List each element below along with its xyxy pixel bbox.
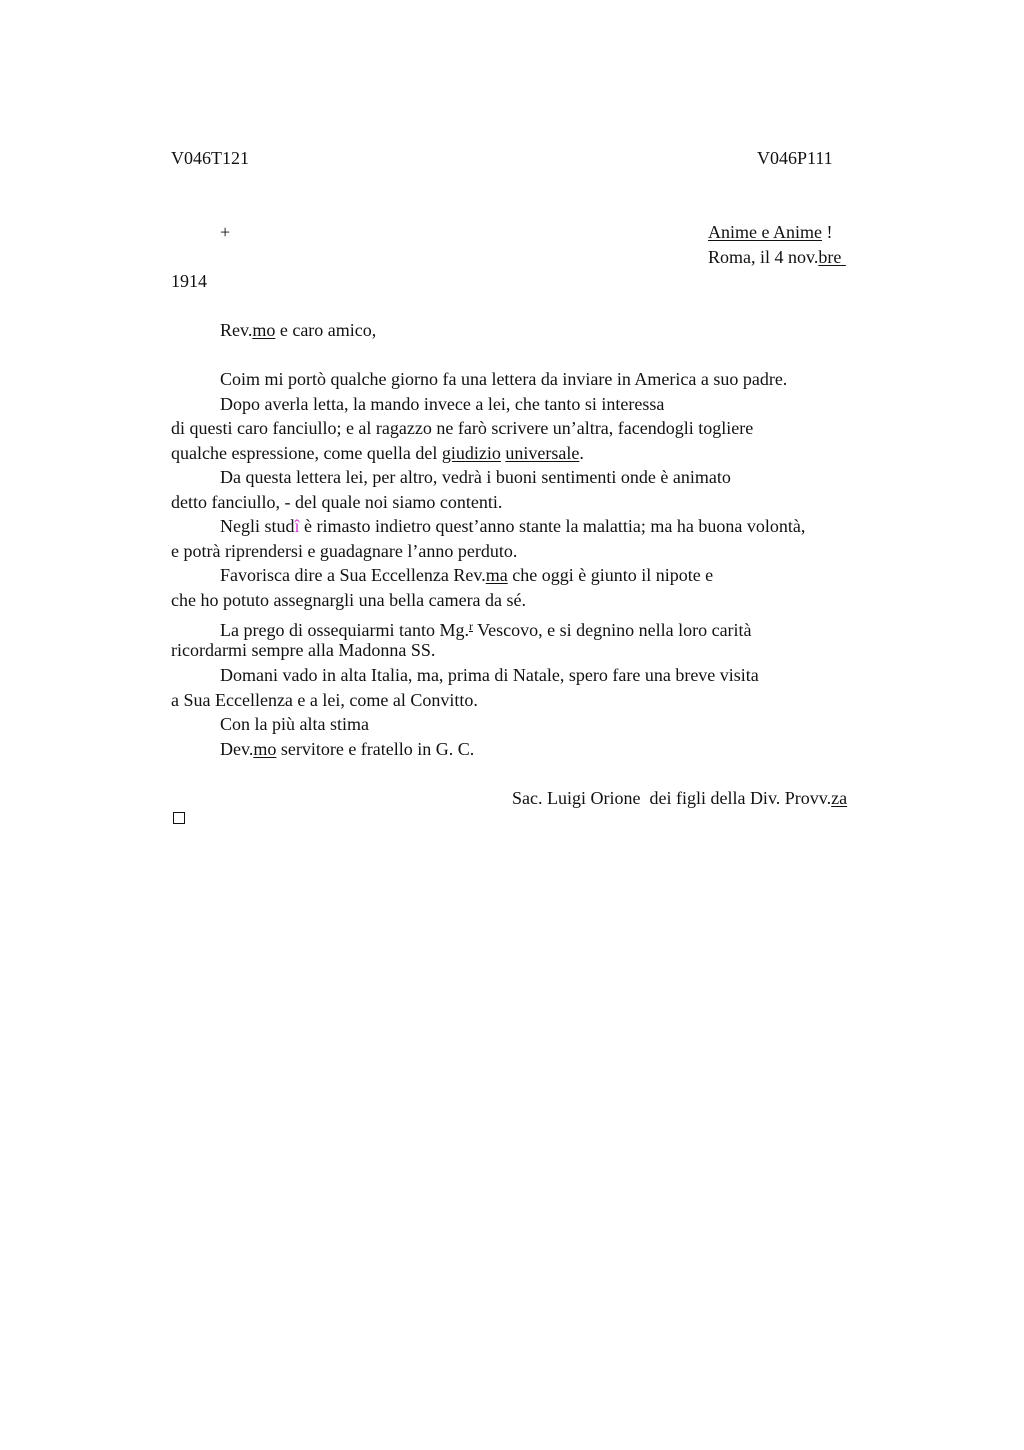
body-line-9-a: Favorisca dire a Sua Eccellenza Rev.: [220, 565, 486, 585]
year: 1914: [171, 271, 207, 291]
body-line-7-b: è rimasto indietro quest’anno stante la malattia; ma ha buona volontà,: [299, 516, 806, 536]
body-line-7: [220, 514, 805, 539]
body-line-14: a Sua Eccellenza e a lei, come al Convitto.: [171, 690, 478, 710]
body-line-5: Da questa lettera lei, per altro, vedrà i buoni sentimenti onde è animato: [220, 467, 731, 487]
salutation-rest: e caro amico,: [275, 320, 377, 340]
body-line-13: Domani vado in alta Italia, ma, prima di Natale, spero fare una breve visita: [220, 665, 759, 685]
signature: [512, 786, 847, 811]
place-date: [708, 245, 846, 270]
closing-line-2-b: servitore e fratello in G. C.: [276, 739, 475, 759]
body-line-8: e potrà riprendersi e guadagnare l’anno perduto.: [171, 541, 518, 561]
body-line-9: [220, 563, 713, 588]
closing-line-1: Con la più alta stima: [220, 714, 369, 734]
body-line-2: Dopo averla letta, la mando invece a lei, che tanto si interessa: [220, 394, 665, 414]
body-line-4: [171, 441, 584, 466]
underlined-universale: universale: [505, 443, 580, 463]
salutation: [220, 318, 376, 343]
motto-mark: !: [821, 222, 833, 242]
archive-code-right: V046P111: [757, 148, 833, 168]
body-line-3: di questi caro fanciullo; e al ragazzo ne farò scrivere un’altra, facendogli togliere: [171, 418, 754, 438]
body-line-4-a: qualche espressione, come quella del: [171, 443, 442, 463]
signature-text: Sac. Luigi Orione dei figli della Div. Provv.: [512, 788, 832, 808]
body-line-9-underlined: ma: [485, 565, 508, 585]
checkbox-square-icon: [173, 812, 185, 824]
body-line-7-a: Negli stud: [220, 516, 295, 536]
cross-mark: +: [220, 222, 231, 242]
underlined-giudizio: giudizio: [441, 443, 501, 463]
salutation-prefix: Rev.: [220, 320, 253, 340]
month-suffix: bre: [818, 247, 846, 267]
body-line-1: Coim mi portò qualche giorno fa una lettera da inviare in America a suo padre.: [220, 369, 788, 389]
salutation-suffix: mo: [252, 320, 276, 340]
highlighted-char: î: [294, 516, 300, 536]
archive-code-left: V046T121: [171, 148, 249, 168]
closing-line-2-a: Dev.: [220, 739, 254, 759]
closing-line-2-underlined: mo: [253, 739, 277, 759]
body-line-11-a: La prego di ossequiarmi tanto Mg.: [220, 620, 469, 640]
body-line-12: ricordarmi sempre alla Madonna SS.: [171, 640, 436, 660]
superscript-r: r: [468, 619, 473, 633]
body-line-4-b: .: [579, 443, 584, 463]
closing-line-2: [220, 737, 474, 762]
signature-suffix: za: [831, 788, 848, 808]
place-date-text: Roma, il 4 nov.: [708, 247, 819, 267]
motto-text: Anime e Anime: [708, 222, 822, 242]
body-line-10: che ho potuto assegnargli una bella camera da sé.: [171, 590, 527, 610]
body-line-9-b: che oggi è giunto il nipote e: [507, 565, 714, 585]
body-line-6: detto fanciullo, - del quale noi siamo contenti.: [171, 492, 503, 512]
body-line-11-b: Vescovo, e si degnino nella loro carità: [472, 620, 752, 640]
motto: [708, 220, 832, 245]
